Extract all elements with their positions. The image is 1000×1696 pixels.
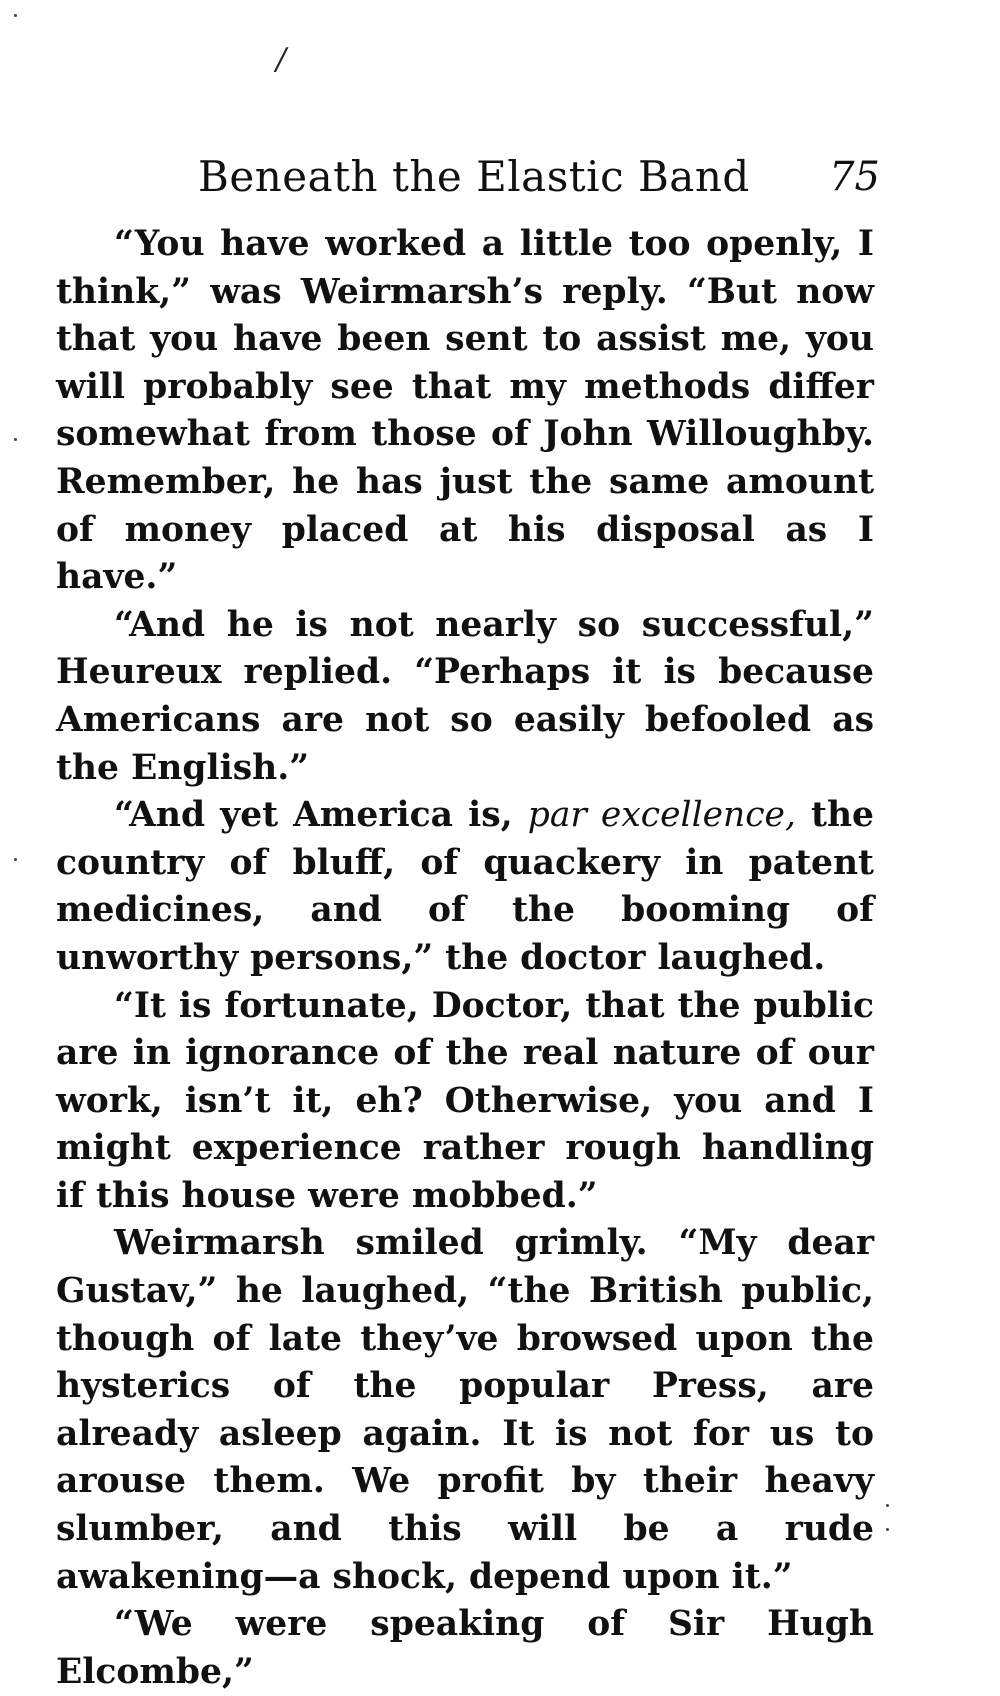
paragraph-6: “We were speaking of Sir Hugh Elcombe,” [56,1604,874,1692]
body-text [56,221,874,1696]
margin-speck [14,858,17,861]
paragraph-2: “And he is not nearly so successful,” Heureux replied. “Perhaps it is because Americans are not so easily befooled as the English.” [56,604,874,788]
margin-speck [886,1504,889,1507]
paragraph-3-rest: the country of bluff, of quackery in patent medicines, and of the booming of unworthy persons,” the doctor laughed. [56,795,875,978]
running-title: Beneath the Elastic Band [198,152,750,201]
paragraph-4: “It is fortunate, Doctor, that the public are in ignorance of the real nature of our work, isn’t it, eh? Otherwise, you and I might experience rather rough handling if this house were mobbed.” [56,985,874,1216]
margin-speck [14,14,17,17]
paragraph-1: “You have worked a little too openly, I think,” was Weirmarsh’s reply. “But now that you have been sent to assist me, you will probably see that my methods differ somewhat from those of John Willoughby. Remember, he has just the same amount of money placed at his disposal as I have.” [56,224,874,598]
margin-speck [886,1528,889,1531]
paragraph-3 [56,792,874,982]
paragraph-5: Weirmarsh smiled grimly. “My dear Gustav,” he laughed, “the British public, though of late they’ve browsed upon the hysterics of the popular Press, are already asleep again. It is not for us to arouse them. We profit by their heavy slumber, and this will be a rude awakening—a shock, depend upon it.” [56,1223,874,1597]
stray-pencil-mark: / [276,42,287,77]
italic-phrase: par excellence, [527,795,796,836]
running-head [198,152,880,212]
margin-speck [14,438,17,441]
page-number: 75 [829,154,880,200]
paragraph-3-lead: “And yet America is, [114,795,528,836]
